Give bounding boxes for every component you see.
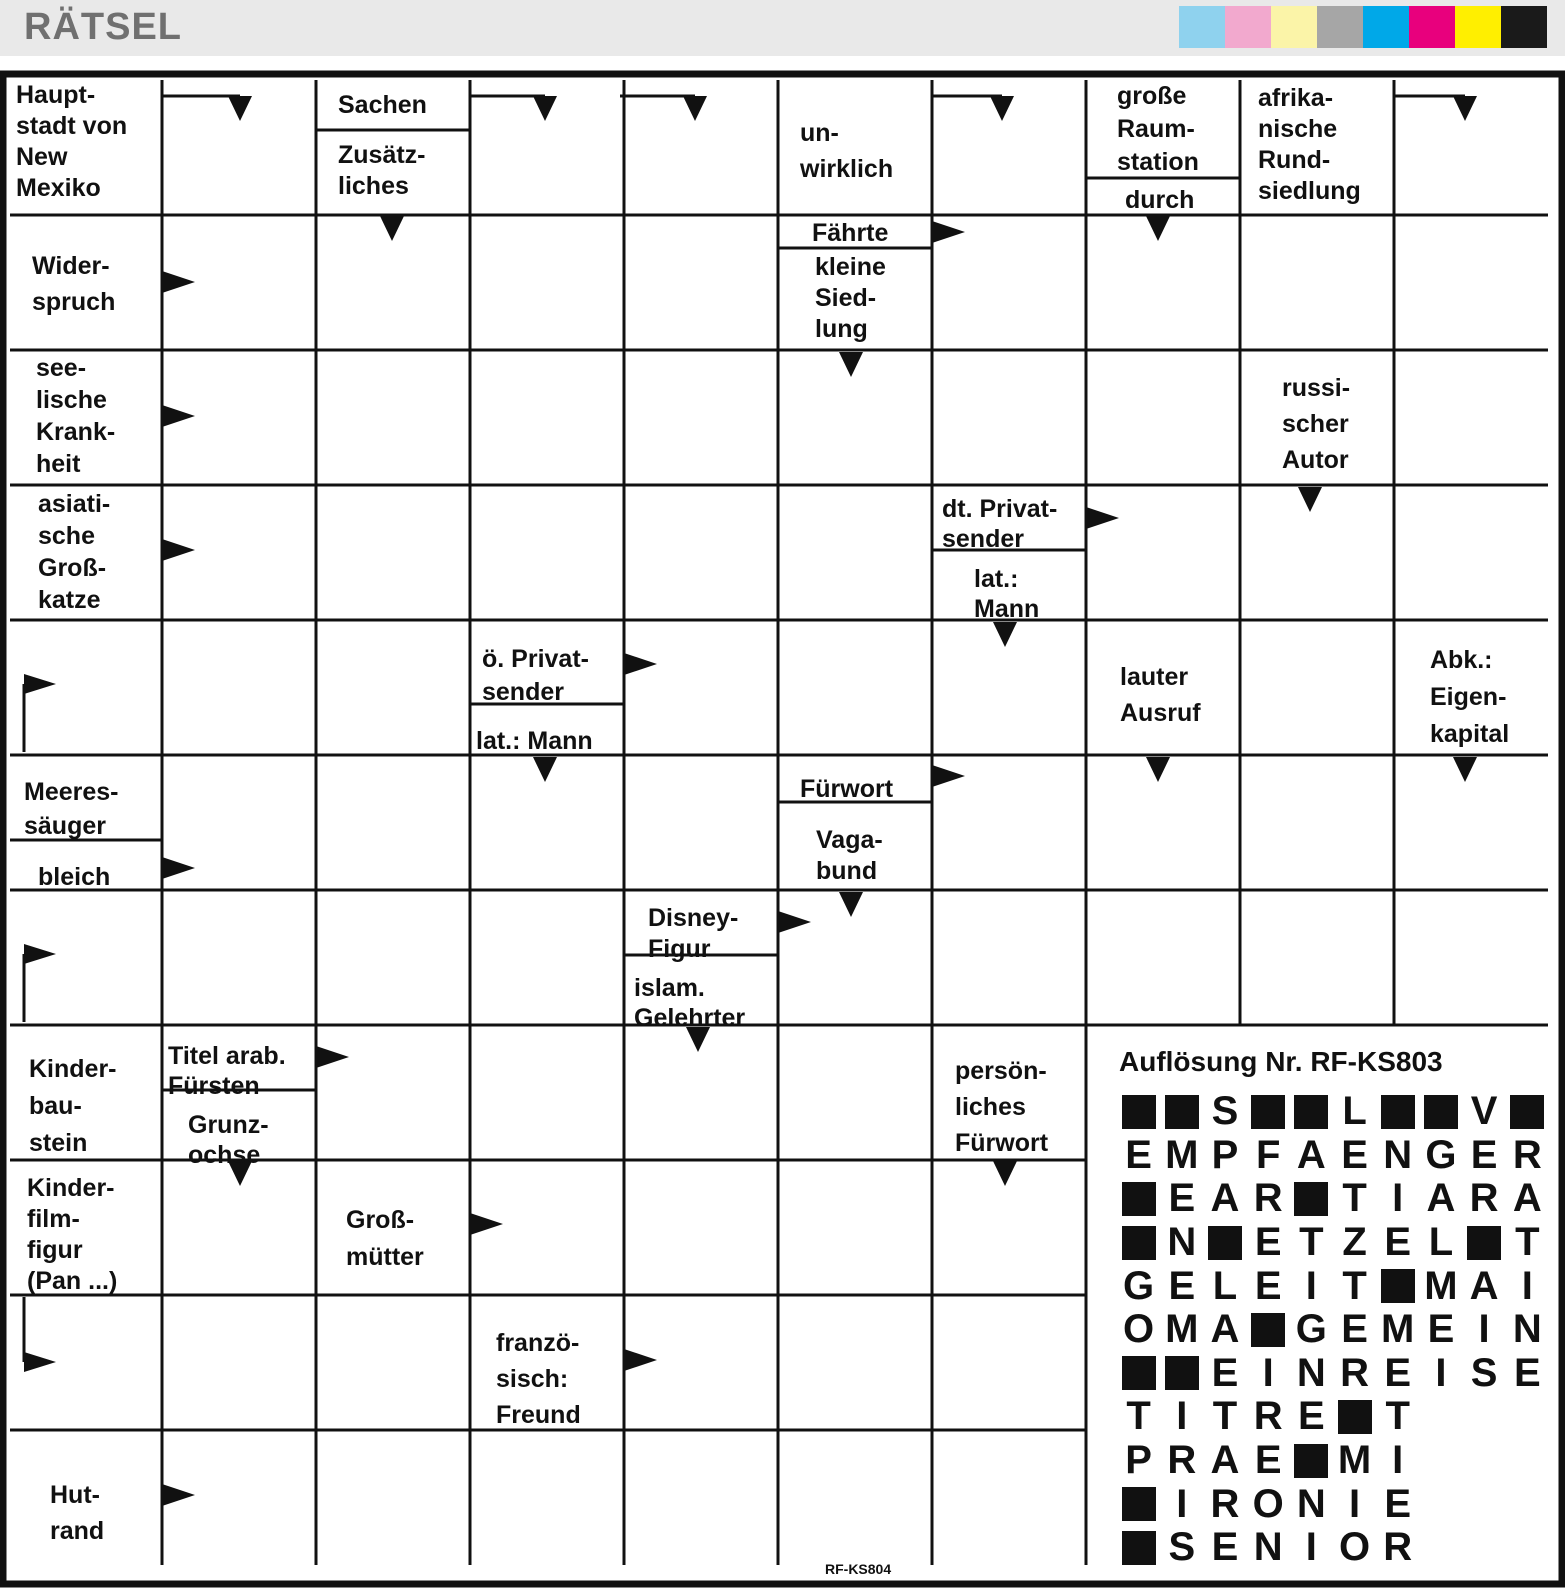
solution-letter: E (1254, 1263, 1282, 1308)
solution-block (1117, 1090, 1160, 1134)
color-swatch (1317, 6, 1363, 48)
solution-letter: V (1470, 1089, 1498, 1134)
arrow-pointer-icon (162, 271, 195, 293)
solution-letter: R (1253, 1176, 1283, 1221)
solution-letter: N (1253, 1525, 1283, 1570)
solution-block (1117, 1221, 1160, 1265)
solution-block (1160, 1352, 1203, 1396)
solution-block (1203, 1221, 1246, 1265)
puzzle-code: RF-KS804 (825, 1561, 892, 1577)
solution-block (1419, 1090, 1462, 1134)
clue-widerspruch: Wider- spruch (32, 252, 116, 316)
solution-block (1247, 1308, 1290, 1352)
solution-letter: A (1512, 1176, 1542, 1221)
black-square (1122, 1356, 1156, 1390)
solution-letter: M (1424, 1263, 1458, 1308)
solution-letter: M (1337, 1438, 1372, 1483)
solution-letter: F (1255, 1132, 1281, 1177)
solution-letter: S (1168, 1525, 1196, 1570)
black-square (1251, 1313, 1285, 1347)
clue-zusaetzliches: Zusätz- liches (338, 141, 426, 200)
solution-letter: E (1298, 1394, 1325, 1439)
arrow-pointer-icon (162, 1484, 195, 1506)
solution-letter: R (1512, 1132, 1542, 1177)
solution-letter: G (1123, 1263, 1155, 1308)
clue-durch: durch (1125, 186, 1195, 214)
page-header (0, 0, 1565, 56)
solution-letter: I (1305, 1263, 1317, 1308)
black-square (1208, 1226, 1242, 1260)
solution-letter: G (1425, 1132, 1457, 1177)
black-square (1381, 1269, 1415, 1303)
arrow-pointer-icon (1298, 487, 1322, 512)
clue-kinderbaustein: Kinder- bau- stein (29, 1055, 117, 1157)
solution-letter: M (1165, 1307, 1199, 1352)
solution-letter: E (1341, 1307, 1368, 1352)
black-square (1510, 1095, 1544, 1129)
solution-letter: T (1385, 1394, 1410, 1439)
solution-letter: I (1392, 1438, 1404, 1483)
arrow-pointer-icon (1146, 757, 1170, 782)
clue-meeressaeuger: Meeres- säuger (24, 778, 119, 840)
arrow-pointer-icon (1146, 216, 1170, 241)
arrow-pointer-icon (162, 405, 195, 427)
clue-grunzochse: Grunz- ochse (188, 1111, 269, 1169)
solution-block (1247, 1090, 1290, 1134)
solution-letter: I (1392, 1176, 1404, 1221)
solution-row (1117, 1526, 1549, 1570)
arrow-pointer-icon (624, 1349, 657, 1371)
black-square (1294, 1095, 1328, 1129)
solution-letter: E (1513, 1350, 1541, 1395)
clue-kinderfilmfigur: Kinder- film- figur (Pan ...) (27, 1174, 118, 1295)
solution-letter: E (1470, 1132, 1498, 1177)
clue-hauptstadt: Haupt- stadt von New Mexiko (16, 81, 128, 202)
clue-franzoesisch-freund: franzö- sisch: Freund (496, 1329, 581, 1429)
solution-block (1506, 1090, 1549, 1134)
solution-letter: M (1165, 1132, 1199, 1177)
solution-letter: T (1212, 1394, 1238, 1439)
solution-letter: R (1469, 1176, 1499, 1221)
clue-seelische-krankheit: see- lische Krank- heit (36, 354, 116, 478)
solution-row (1117, 1221, 1549, 1265)
solution-block (1376, 1264, 1419, 1308)
solution-letter: E (1341, 1132, 1368, 1177)
arrow-pointer-icon (778, 911, 811, 933)
solution-letter: T (1299, 1220, 1324, 1265)
solution-letter: E (1168, 1263, 1196, 1308)
arrow-pointer-icon (316, 1046, 349, 1068)
clue-islam-gelehrter: islam. Gelehrter (634, 974, 746, 1032)
clue-lauter-ausruf: lauter Ausruf (1120, 663, 1201, 727)
solution-row (1117, 1134, 1549, 1178)
solution-letter: S (1211, 1089, 1239, 1134)
solution-letter: A (1210, 1438, 1240, 1483)
solution-panel (1095, 1038, 1542, 1570)
black-square (1424, 1095, 1458, 1129)
arrow-pointer-icon (683, 96, 707, 121)
solution-block (1117, 1177, 1160, 1221)
clue-kleine-siedlung: kleine Sied- lung (815, 253, 886, 343)
solution-letter: E (1168, 1176, 1196, 1221)
color-swatch (1271, 6, 1317, 48)
solution-letter: E (1384, 1481, 1412, 1526)
color-swatch (1501, 6, 1547, 48)
clue-lat-mann-2: lat.: Mann (476, 727, 593, 755)
black-square (1122, 1531, 1156, 1565)
solution-row (1117, 1264, 1549, 1308)
solution-letter: M (1381, 1307, 1415, 1352)
solution-letter: I (1262, 1350, 1274, 1395)
arrow-pointer-icon (228, 96, 252, 121)
solution-letter: R (1167, 1438, 1197, 1483)
solution-letter: R (1253, 1394, 1283, 1439)
solution-letter: R (1210, 1481, 1240, 1526)
black-square (1294, 1182, 1328, 1216)
solution-letter: E (1211, 1525, 1239, 1570)
arrow-pointer-icon (162, 539, 195, 561)
black-square (1338, 1400, 1372, 1434)
solution-letter: P (1125, 1438, 1152, 1483)
black-square (1165, 1356, 1199, 1390)
solution-block (1160, 1090, 1203, 1134)
solution-letter: L (1428, 1220, 1454, 1265)
arrow-pointer-icon (932, 765, 965, 787)
arrow-pointer-icon (932, 221, 965, 243)
solution-letter: N (1512, 1307, 1542, 1352)
solution-block (1290, 1090, 1333, 1134)
color-swatch (1179, 6, 1225, 48)
solution-block (1376, 1090, 1419, 1134)
black-square (1467, 1226, 1501, 1260)
solution-letter: A (1296, 1132, 1326, 1177)
solution-letter: I (1176, 1394, 1188, 1439)
solution-row (1117, 1090, 1549, 1134)
solution-letter: I (1348, 1481, 1361, 1526)
black-square (1165, 1095, 1199, 1129)
arrow-pointer-icon (839, 892, 863, 917)
arrow-pointer-icon (839, 352, 863, 377)
solution-letter: N (1296, 1481, 1326, 1526)
black-square (1381, 1095, 1415, 1129)
arrow-pointer-icon (993, 622, 1017, 647)
black-square (1122, 1182, 1156, 1216)
solution-letter: E (1384, 1220, 1412, 1265)
clue-rundsiedlung: afrika- nische Rund- siedlung (1258, 84, 1361, 205)
black-square (1294, 1444, 1328, 1478)
solution-block (1117, 1482, 1160, 1526)
solution-letter: P (1211, 1132, 1239, 1177)
solution-letter: T (1515, 1220, 1540, 1265)
solution-letter: I (1435, 1350, 1447, 1395)
solution-letter: E (1125, 1132, 1152, 1177)
arrow-pointer-icon (162, 857, 195, 879)
solution-letter: S (1470, 1350, 1498, 1395)
arrow-pointer-icon (24, 1352, 56, 1372)
solution-letter: I (1478, 1307, 1490, 1352)
clue-oe-privatsender: ö. Privat- sender (482, 645, 589, 706)
clue-persoenliches-fuerwort: persön- liches Fürwort (955, 1057, 1049, 1157)
arrow-pointer-icon (470, 1213, 503, 1235)
arrow-pointer-icon (24, 944, 56, 964)
solution-letter: I (1176, 1481, 1188, 1526)
arrow-pointer-icon (624, 653, 657, 675)
solution-letter: A (1210, 1307, 1240, 1352)
color-swatch (1409, 6, 1455, 48)
solution-block (1117, 1526, 1160, 1570)
clue-russischer-autor: russi- scher Autor (1282, 374, 1351, 474)
solution-letter: R (1340, 1350, 1369, 1395)
black-square (1122, 1487, 1156, 1521)
arrow-pointer-icon (1086, 507, 1119, 529)
solution-letter: O (1123, 1307, 1155, 1352)
solution-row (1117, 1177, 1549, 1221)
clue-disney-figur: Disney- Figur (648, 904, 739, 963)
solution-row (1117, 1395, 1549, 1439)
clue-grosskatze: asiati- sche Groß- katze (38, 490, 111, 614)
solution-grid (1117, 1090, 1549, 1570)
solution-letter: A (1469, 1263, 1499, 1308)
black-square (1122, 1095, 1156, 1129)
solution-letter: R (1383, 1525, 1413, 1570)
clue-unwirklich: un- wirklich (800, 119, 894, 183)
color-swatch (1363, 6, 1409, 48)
clue-raumstation: große Raum- station (1117, 82, 1199, 176)
black-square (1122, 1226, 1156, 1260)
color-calibration-strip (1179, 6, 1547, 48)
solution-letter: T (1126, 1394, 1151, 1439)
solution-letter: N (1383, 1132, 1413, 1177)
arrow-pointer-icon (993, 1161, 1017, 1186)
solution-block (1290, 1439, 1333, 1483)
solution-letter: A (1210, 1176, 1240, 1221)
solution-row (1117, 1439, 1549, 1483)
solution-letter: N (1296, 1350, 1326, 1395)
clue-vagabund: Vaga- bund (816, 826, 883, 885)
solution-letter: G (1295, 1307, 1327, 1352)
arrow-pointer-icon (380, 216, 404, 241)
clue-sachen: Sachen (338, 91, 427, 119)
clue-dt-privatsender: dt. Privat- sender (942, 495, 1058, 553)
color-swatch (1225, 6, 1271, 48)
color-swatch (1455, 6, 1501, 48)
clue-hutrand: Hut- rand (50, 1481, 105, 1545)
solution-block (1333, 1395, 1376, 1439)
arrow-pointer-icon (533, 757, 557, 782)
solution-letter: O (1338, 1525, 1371, 1570)
arrow-pointer-icon (24, 674, 56, 694)
solution-letter: E (1211, 1350, 1239, 1395)
clue-bleich: bleich (38, 863, 111, 891)
solution-row (1117, 1308, 1549, 1352)
solution-letter: E (1254, 1220, 1282, 1265)
solution-letter: I (1521, 1263, 1533, 1308)
solution-block (1290, 1177, 1333, 1221)
clue-titel-arab-fuersten: Titel arab. Fürsten (168, 1042, 286, 1100)
solution-letter: L (1342, 1089, 1367, 1134)
clue-lat-mann-1: lat.: Mann (974, 565, 1040, 623)
arrow-pointer-icon (1453, 96, 1477, 121)
solution-row (1117, 1482, 1549, 1526)
solution-block (1463, 1221, 1506, 1265)
clue-fuerwort-1: Fürwort (800, 775, 894, 803)
solution-letter: E (1427, 1307, 1455, 1352)
arrow-pointer-icon (990, 96, 1014, 121)
solution-block (1117, 1352, 1160, 1396)
clue-eigenkapital: Abk.: Eigen- kapital (1430, 646, 1510, 748)
solution-letter: O (1252, 1481, 1284, 1526)
solution-letter: E (1384, 1350, 1412, 1395)
clue-faehrte: Fährte (812, 219, 889, 247)
solution-letter: E (1254, 1438, 1282, 1483)
clue-grossmuetter: Groß- mütter (346, 1206, 424, 1271)
solution-letter: I (1305, 1525, 1317, 1570)
solution-letter: Z (1342, 1220, 1367, 1265)
arrow-pointer-icon (533, 96, 557, 121)
solution-letter: A (1426, 1176, 1456, 1221)
solution-letter: N (1167, 1220, 1197, 1265)
solution-row (1117, 1352, 1549, 1396)
page-title: RÄTSEL (24, 6, 182, 48)
black-square (1251, 1095, 1285, 1129)
solution-letter: T (1342, 1176, 1367, 1221)
solution-letter: T (1342, 1263, 1367, 1308)
solution-title: Auflösung Nr. RF-KS803 (1119, 1046, 1443, 1077)
arrow-pointer-icon (1453, 757, 1477, 782)
solution-letter: L (1212, 1263, 1238, 1308)
